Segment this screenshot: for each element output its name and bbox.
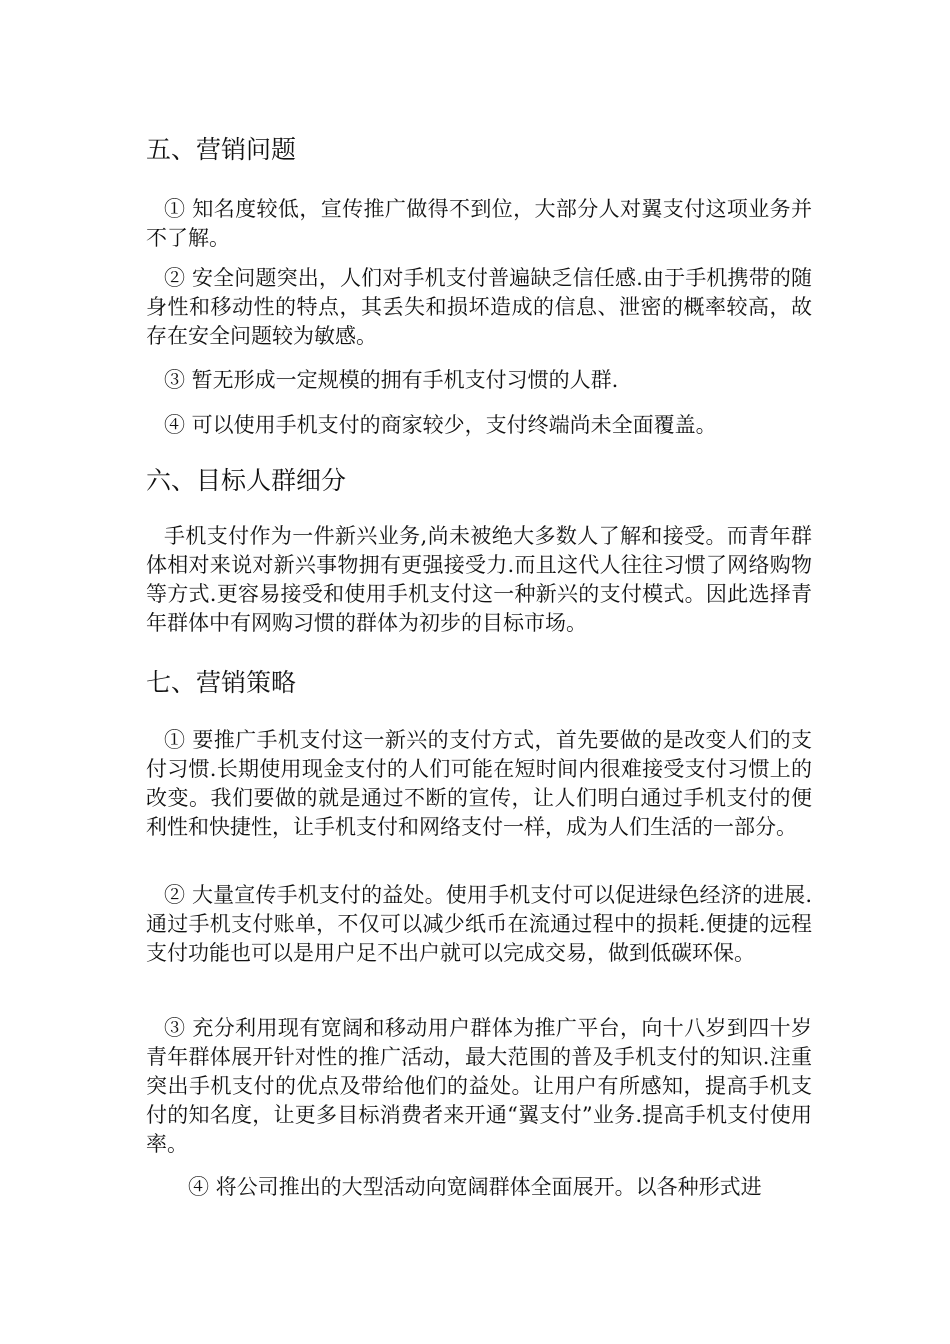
paragraph: ② 大量宣传手机支付的益处。使用手机支付可以促进绿色经济的进展.通过手机支付账单，不仅可以减少纸币在流通过程中的损耗.便捷的远程支付功能也可以是用户足不出户就可以完成交易，做到低碳环保。	[146, 883, 812, 965]
paragraph: ③ 充分利用现有宽阔和移动用户群体为推广平台，向十八岁到四十岁青年群体展开针对性的推广活动，最大范围的普及手机支付的知识.注重突出手机支付的优点及带给他们的益处。让用户有所感知，提高手机支付的知名度，让更多目标消费者来开通“翼支付”业务.提高手机支付使用率。	[146, 1016, 812, 1156]
section-heading-marketing-strategy: 七、营销策略	[146, 668, 297, 697]
section-heading-marketing-problems: 五、营销问题	[146, 135, 297, 164]
paragraph: ④ 可以使用手机支付的商家较少，支付终端尚未全面覆盖。	[164, 413, 717, 437]
paragraph: ① 要推广手机支付这一新兴的支付方式，首先要做的是改变人们的支付习惯.长期使用现金支付的人们可能在短时间内很难接受支付习惯上的改变。我们要做的就是通过不断的宣传，让人们明白通过手机支付的便利性和快捷性，让手机支付和网络支付一样，成为人们生活的一部分。	[146, 728, 812, 839]
paragraph: 手机支付作为一件新兴业务,尚未被绝大多数人了解和接受。而青年群体相对来说对新兴事物拥有更强接受力.而且这代人往往习惯了网络购物等方式.更容易接受和使用手机支付这一种新兴的支付模式。因此选择青年群体中有网购习惯的群体为初步的目标市场。	[146, 524, 812, 635]
paragraph: ③ 暂无形成一定规模的拥有手机支付习惯的人群.	[164, 368, 619, 392]
paragraph: ① 知名度较低，宣传推广做得不到位，大部分人对翼支付这项业务并不了解。	[146, 197, 812, 250]
paragraph: ④ 将公司推出的大型活动向宽阔群体全面展开。以各种形式进	[188, 1175, 762, 1199]
section-heading-target-segmentation: 六、目标人群细分	[146, 466, 347, 495]
paragraph: ② 安全问题突出，人们对手机支付普遍缺乏信任感.由于手机携带的随身性和移动性的特点，其丢失和损坏造成的信息、泄密的概率较高，故存在安全问题较为敏感。	[146, 266, 812, 348]
